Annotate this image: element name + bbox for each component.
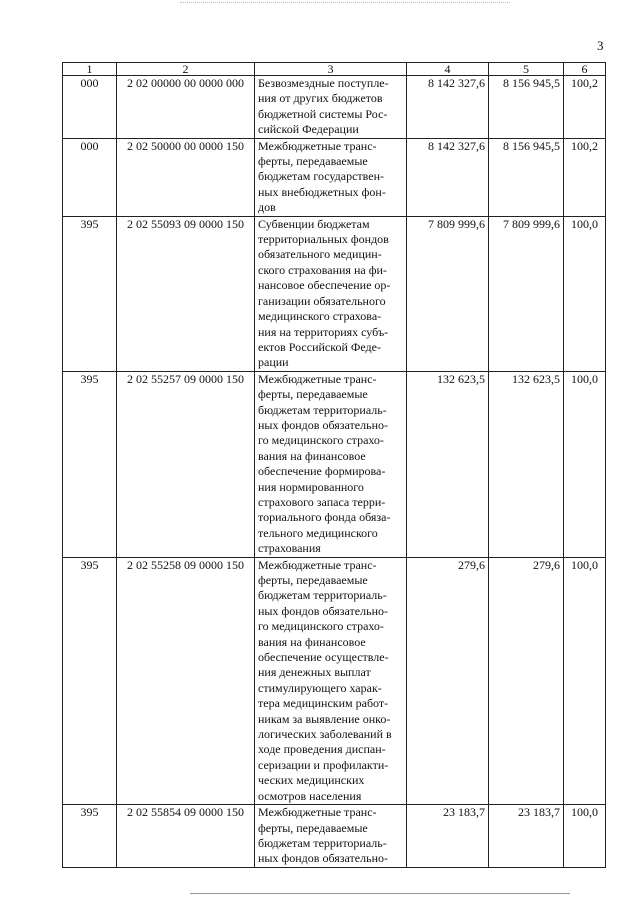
actual-amount-cell: 23 183,7	[489, 805, 564, 868]
column-header-1: 1	[63, 63, 117, 76]
budget-code-cell: 2 02 50000 00 0000 150	[117, 138, 255, 216]
column-header-3: 3	[255, 63, 407, 76]
table-row	[63, 76, 606, 139]
percent-cell: 100,0	[564, 371, 606, 557]
budget-code-cell: 2 02 00000 00 0000 000	[117, 76, 255, 139]
revenue-name-cell: Межбюджетные транс- ферты, передаваемые бюджетам государствен- ных внебюджетных фон- дов	[255, 138, 407, 216]
table-header-row	[63, 63, 606, 76]
admin-code-cell: 395	[63, 805, 117, 868]
budget-code-cell: 2 02 55093 09 0000 150	[117, 216, 255, 371]
budget-code-cell: 2 02 55258 09 0000 150	[117, 557, 255, 805]
revenue-name-cell: Субвенции бюджетам территориальных фондов обязательного медицин- ского страхования на фи- нансовое обеспечение ор- ганизации обязательного медицинского страхова- ния на территориях субъ- ектов Российской Феде- рации	[255, 216, 407, 371]
plan-amount-cell: 7 809 999,6	[407, 216, 489, 371]
admin-code-cell: 395	[63, 557, 117, 805]
table-body	[63, 76, 606, 868]
actual-amount-cell: 8 156 945,5	[489, 76, 564, 139]
column-header-4: 4	[407, 63, 489, 76]
percent-cell: 100,2	[564, 76, 606, 139]
scan-edge-top	[180, 2, 510, 3]
plan-amount-cell: 8 142 327,6	[407, 76, 489, 139]
plan-amount-cell: 132 623,5	[407, 371, 489, 557]
table-row	[63, 216, 606, 371]
revenue-name-cell: Межбюджетные транс- ферты, передаваемые бюджетам территориаль- ных фондов обязательно- го медицинского страхо- вания на финансовое обеспечение осуществле- ния денежных выплат стимулирующего харак- тера медицинским работ- никам за выявление онко- логических заболеваний в ходе проведения диспан- серизации и профилакти- ческих медицинских осмотров населения	[255, 557, 407, 805]
percent-cell: 100,2	[564, 138, 606, 216]
budget-code-cell: 2 02 55257 09 0000 150	[117, 371, 255, 557]
plan-amount-cell: 23 183,7	[407, 805, 489, 868]
percent-cell: 100,0	[564, 216, 606, 371]
actual-amount-cell: 279,6	[489, 557, 564, 805]
admin-code-cell: 000	[63, 138, 117, 216]
column-header-6: 6	[564, 63, 606, 76]
percent-cell: 100,0	[564, 805, 606, 868]
table-row	[63, 805, 606, 868]
revenue-name-cell: Безвозмездные поступле- ния от других бюджетов бюджетной системы Рос- сийской Федерации	[255, 76, 407, 139]
budget-table	[62, 62, 606, 868]
table-row	[63, 138, 606, 216]
actual-amount-cell: 7 809 999,6	[489, 216, 564, 371]
admin-code-cell: 000	[63, 76, 117, 139]
admin-code-cell: 395	[63, 216, 117, 371]
column-header-5: 5	[489, 63, 564, 76]
table-row	[63, 557, 606, 805]
scan-edge-bottom	[190, 893, 570, 894]
budget-code-cell: 2 02 55854 09 0000 150	[117, 805, 255, 868]
column-header-2: 2	[117, 63, 255, 76]
actual-amount-cell: 132 623,5	[489, 371, 564, 557]
plan-amount-cell: 279,6	[407, 557, 489, 805]
revenue-name-cell: Межбюджетные транс- ферты, передаваемые бюджетам территориаль- ных фондов обязательно- го медицинского страхо- вания на финансовое обеспечение формирова- ния нормированного страхового запаса терри- ториального фонда обяза- тельного медицинского страхования	[255, 371, 407, 557]
admin-code-cell: 395	[63, 371, 117, 557]
table-row	[63, 371, 606, 557]
percent-cell: 100,0	[564, 557, 606, 805]
page-number: 3	[597, 38, 604, 53]
revenue-name-cell: Межбюджетные транс- ферты, передаваемые бюджетам территориаль- ных фондов обязательно-	[255, 805, 407, 868]
plan-amount-cell: 8 142 327,6	[407, 138, 489, 216]
actual-amount-cell: 8 156 945,5	[489, 138, 564, 216]
